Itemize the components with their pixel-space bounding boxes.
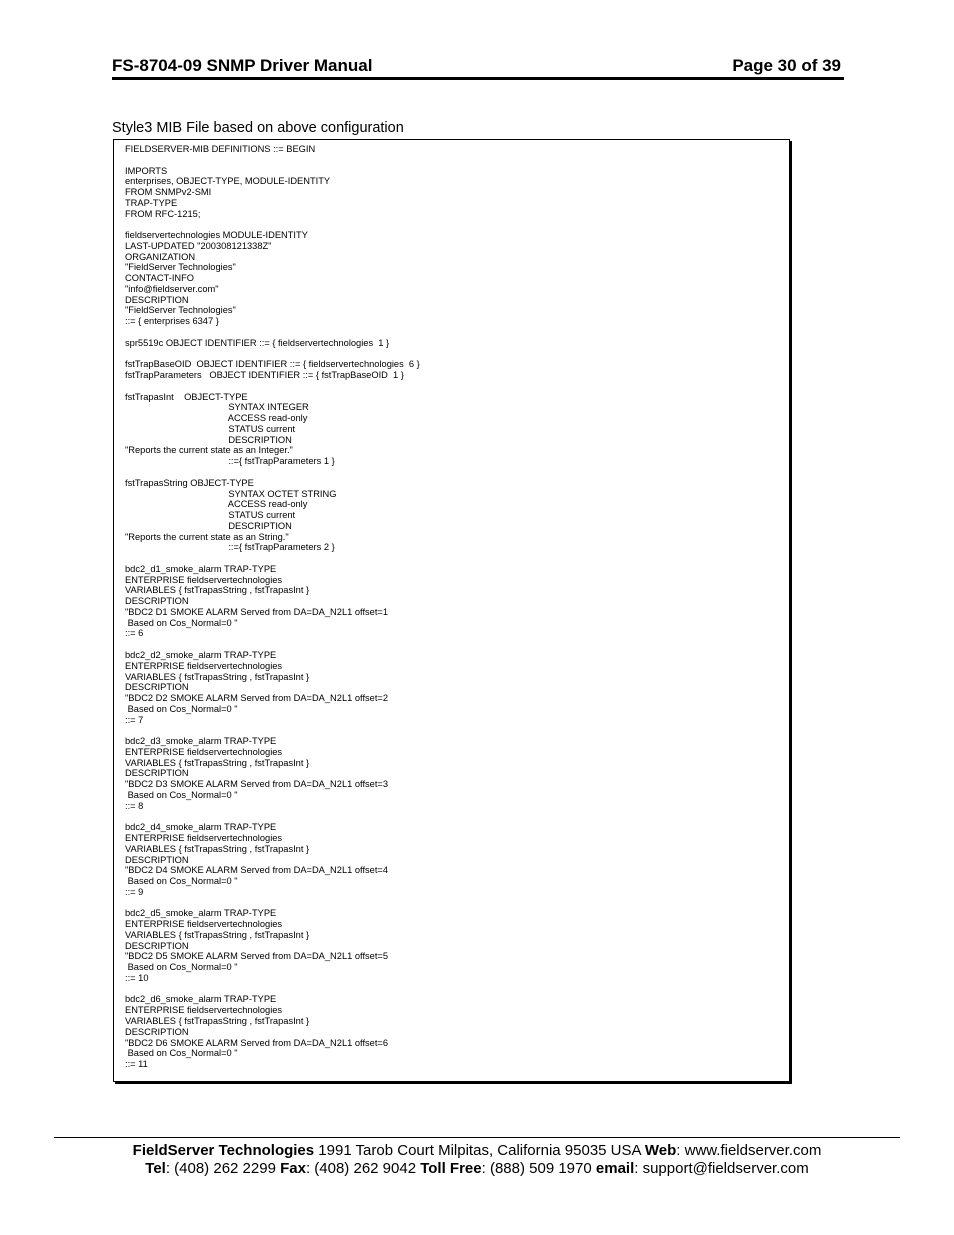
mib-line: FROM SNMPv2-SMI [125, 187, 212, 198]
mib-line: ::= 7 [125, 714, 144, 725]
mib-line: TRAP-TYPE [125, 197, 178, 208]
mib-line: DESCRIPTION [125, 682, 189, 693]
mib-line: STATUS current [125, 423, 296, 434]
mib-line: "Reports the current state as an Integer." [125, 445, 293, 456]
mib-line: bdc2_d4_smoke_alarm TRAP-TYPE [125, 822, 277, 833]
mib-line: Based on Cos_Normal=0 " [125, 617, 238, 628]
mib-line: Based on Cos_Normal=0 " [125, 789, 238, 800]
mib-line: ::={ fstTrapParameters 2 } [125, 542, 335, 553]
mib-line [125, 219, 420, 230]
mib-line: ACCESS read-only [125, 499, 308, 510]
mib-line: ::= 11 [125, 1059, 148, 1070]
mib-line: fstTrapParameters OBJECT IDENTIFIER ::= { fstTrapBaseOID 1 } [125, 370, 404, 381]
mib-line: ENTERPRISE fieldservertechnologies [125, 1005, 283, 1016]
mib-line: ::= 6 [125, 628, 144, 639]
mib-line: ENTERPRISE fieldservertechnologies [125, 746, 283, 757]
mib-line [125, 155, 420, 166]
mib-line: fstTrapasInt OBJECT-TYPE [125, 391, 248, 402]
mib-line: IMPORTS [125, 165, 168, 176]
mib-line [125, 725, 420, 736]
mib-line: "BDC2 D4 SMOKE ALARM Served from DA=DA_N2L1 offset=4 [125, 865, 389, 876]
header-rule [112, 77, 844, 80]
footer-tollfree-value: : (888) 509 1970 [481, 1160, 596, 1177]
mib-line: DESCRIPTION [125, 940, 189, 951]
mib-line [125, 467, 420, 478]
mib-line: VARIABLES { fstTrapasString , fstTrapasInt } [125, 585, 310, 596]
mib-line: Based on Cos_Normal=0 " [125, 703, 238, 714]
mib-line: VARIABLES { fstTrapasString , fstTrapasInt } [125, 1016, 310, 1027]
section-caption: Style3 MIB File based on above configuration [112, 120, 404, 136]
footer-fax-value: : (408) 262 9042 [305, 1160, 421, 1177]
footer-company: FieldServer Technologies [132, 1142, 315, 1159]
mib-line: ENTERPRISE fieldservertechnologies [125, 919, 283, 930]
footer-web-value: : www.fieldserver.com [676, 1142, 822, 1159]
document-title: FS-8704-09 SNMP Driver Manual [112, 56, 373, 75]
mib-line: SYNTAX INTEGER [125, 402, 309, 413]
mib-line: DESCRIPTION [125, 294, 189, 305]
mib-line: ENTERPRISE fieldservertechnologies [125, 574, 283, 585]
footer-line-2 [54, 1160, 900, 1178]
mib-code-listing [125, 144, 420, 1070]
footer-email-label: email [595, 1160, 635, 1177]
mib-line: "BDC2 D6 SMOKE ALARM Served from DA=DA_N2L1 offset=6 [125, 1037, 389, 1048]
mib-line: SYNTAX OCTET STRING [125, 488, 337, 499]
footer-line-1 [54, 1142, 900, 1160]
mib-line: VARIABLES { fstTrapasString , fstTrapasInt } [125, 929, 310, 940]
mib-line: spr5519c OBJECT IDENTIFIER ::= { fieldservertechnologies 1 } [125, 337, 390, 348]
page-header [112, 56, 844, 76]
mib-line [125, 898, 420, 909]
mib-line [125, 327, 420, 338]
mib-line: Based on Cos_Normal=0 " [125, 962, 238, 973]
mib-line: ::= 10 [125, 972, 149, 983]
mib-line: "BDC2 D5 SMOKE ALARM Served from DA=DA_N2L1 offset=5 [125, 951, 389, 962]
mib-line: FIELDSERVER-MIB DEFINITIONS ::= BEGIN [125, 144, 316, 154]
footer-fax-label: Fax [280, 1160, 306, 1177]
footer-rule [54, 1137, 900, 1138]
mib-line: DESCRIPTION [125, 768, 189, 779]
mib-line [125, 553, 420, 564]
mib-line [125, 349, 420, 360]
footer-tel-value: : (408) 262 2299 [165, 1160, 281, 1177]
footer-tel-label: Tel [145, 1160, 166, 1177]
mib-file-box [113, 139, 790, 1082]
mib-line: FROM RFC-1215; [125, 208, 201, 219]
mib-line: LAST-UPDATED "200308121338Z" [125, 240, 272, 251]
mib-line: bdc2_d5_smoke_alarm TRAP-TYPE [125, 908, 277, 919]
mib-line: ENTERPRISE fieldservertechnologies [125, 833, 283, 843]
mib-line [125, 381, 420, 392]
mib-line: ORGANIZATION [125, 251, 196, 262]
page-number: Page 30 of 39 [732, 56, 841, 75]
mib-line: DESCRIPTION [125, 596, 189, 607]
mib-line: fstTrapasString OBJECT-TYPE [125, 477, 254, 488]
mib-line: Based on Cos_Normal=0 " [125, 876, 238, 887]
mib-line: VARIABLES { fstTrapasString , fstTrapasInt } [125, 843, 310, 854]
mib-line [125, 984, 420, 995]
mib-line: "BDC2 D2 SMOKE ALARM Served from DA=DA_N2L1 offset=2 [125, 693, 389, 704]
mib-line: bdc2_d2_smoke_alarm TRAP-TYPE [125, 649, 277, 660]
mib-line: ::= 9 [125, 886, 144, 897]
mib-line: "BDC2 D3 SMOKE ALARM Served from DA=DA_N2L1 offset=3 [125, 779, 389, 790]
mib-line: ACCESS read-only [125, 413, 308, 424]
mib-line: "BDC2 D1 SMOKE ALARM Served from DA=DA_N2L1 offset=1 [125, 606, 389, 617]
footer-address: 1991 Tarob Court Milpitas, California 95035 USA [314, 1142, 645, 1159]
mib-line: "FieldServer Technologies" [125, 262, 236, 273]
mib-line: CONTACT-INFO [125, 273, 195, 284]
mib-line: VARIABLES { fstTrapasString , fstTrapasInt } [125, 757, 310, 768]
mib-line: ::= 8 [125, 800, 144, 811]
mib-line: ::={ fstTrapParameters 1 } [125, 456, 335, 467]
footer-tollfree-label: Toll Free [420, 1160, 482, 1177]
mib-line: "Reports the current state as an String." [125, 531, 289, 542]
mib-line: fieldservertechnologies MODULE-IDENTITY [125, 230, 308, 241]
mib-line [125, 639, 420, 650]
mib-line: "FieldServer Technologies" [125, 305, 236, 316]
mib-line [125, 811, 420, 822]
mib-line: STATUS current [125, 510, 296, 521]
footer-email-value: : support@fieldserver.com [634, 1160, 809, 1177]
mib-line: DESCRIPTION [125, 434, 292, 445]
mib-line: DESCRIPTION [125, 1026, 189, 1037]
mib-line: VARIABLES { fstTrapasString , fstTrapasInt } [125, 671, 310, 682]
footer-web-label: Web [644, 1142, 677, 1159]
mib-line: fstTrapBaseOID OBJECT IDENTIFIER ::= { fieldservertechnologies 6 } [125, 359, 420, 370]
mib-line: bdc2_d1_smoke_alarm TRAP-TYPE [125, 563, 277, 574]
mib-line: enterprises, OBJECT-TYPE, MODULE-IDENTITY [125, 176, 331, 187]
mib-line: ::= { enterprises 6347 } [125, 316, 219, 327]
mib-line: bdc2_d6_smoke_alarm TRAP-TYPE [125, 994, 277, 1005]
mib-line: bdc2_d3_smoke_alarm TRAP-TYPE [125, 736, 277, 747]
mib-line: ENTERPRISE fieldservertechnologies [125, 660, 283, 671]
mib-line: Based on Cos_Normal=0 " [125, 1048, 238, 1059]
mib-line: "info@fieldserver.com" [125, 283, 219, 294]
mib-line: DESCRIPTION [125, 854, 189, 865]
mib-line: DESCRIPTION [125, 520, 292, 531]
